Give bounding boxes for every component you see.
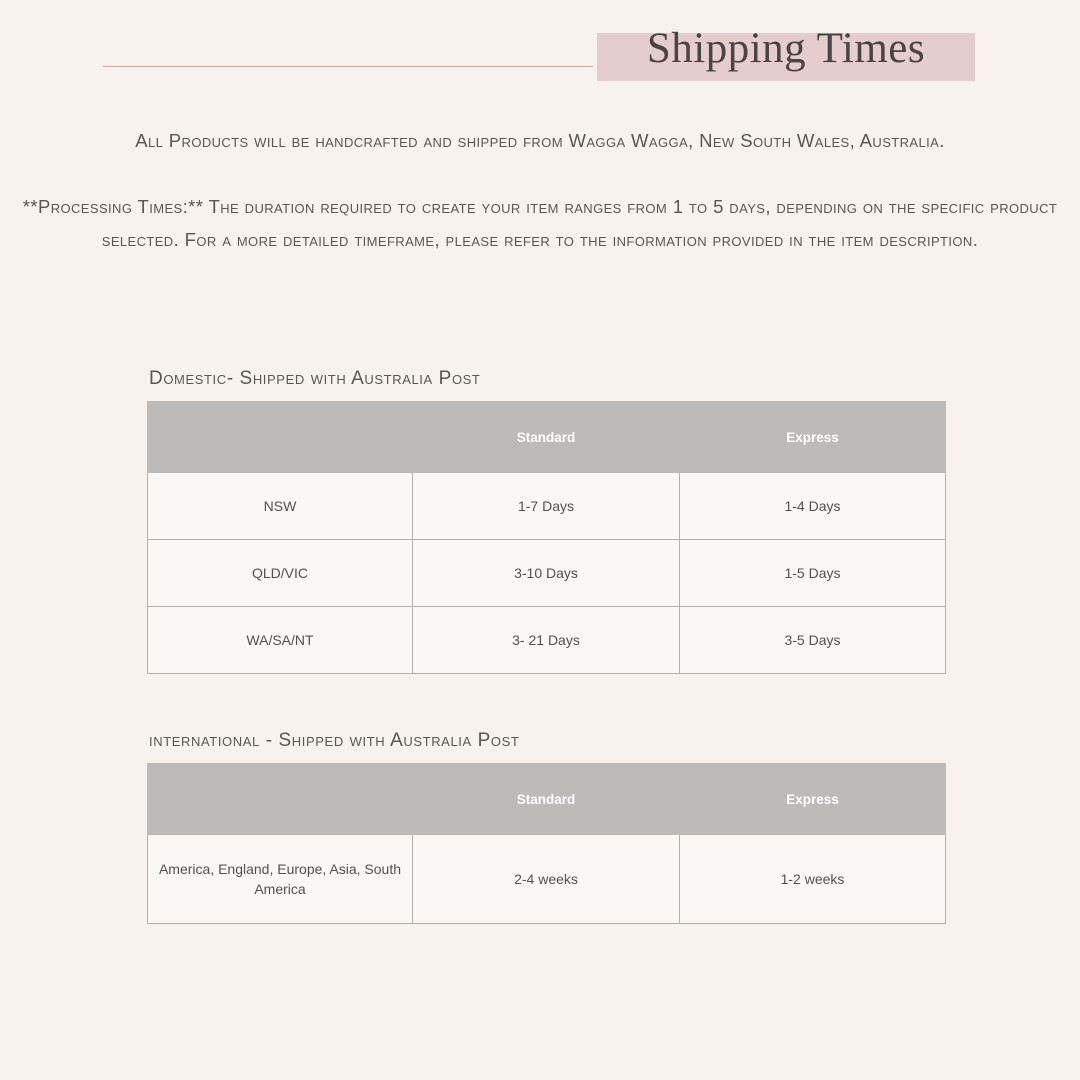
page-header <box>0 0 1080 110</box>
domestic-row-0-express: 1-4 Days <box>680 473 946 540</box>
international-table-head <box>148 764 946 835</box>
international-row-0-standard: 2-4 weeks <box>413 835 680 924</box>
international-header-express: Express <box>680 764 946 835</box>
international-row-0-express: 1-2 weeks <box>680 835 946 924</box>
table-row <box>148 473 946 540</box>
domestic-row-2-region: WA/SA/NT <box>148 607 413 674</box>
table-row <box>148 540 946 607</box>
table-header-row <box>148 764 946 835</box>
international-header-region <box>148 764 413 835</box>
header-divider-rule <box>103 66 593 67</box>
domestic-table-body <box>148 473 946 674</box>
table-spacer <box>147 674 942 730</box>
table-row <box>148 607 946 674</box>
domestic-table-head <box>148 402 946 473</box>
domestic-row-2-express: 3-5 Days <box>680 607 946 674</box>
international-row-0-region: America, England, Europe, Asia, South America <box>148 835 413 924</box>
international-shipping-table <box>147 763 946 924</box>
domestic-header-express: Express <box>680 402 946 473</box>
domestic-row-0-region: NSW <box>148 473 413 540</box>
domestic-row-1-region: QLD/VIC <box>148 540 413 607</box>
domestic-row-1-express: 1-5 Days <box>680 540 946 607</box>
domestic-header-standard: Standard <box>413 402 680 473</box>
domestic-shipping-table <box>147 401 946 674</box>
table-header-row <box>148 402 946 473</box>
domestic-table-heading: Domestic- Shipped with Australia Post <box>149 368 481 389</box>
intro-paragraph-1: All Products will be handcrafted and shipped from Wagga Wagga, New South Wales, Australia. <box>135 130 945 151</box>
domestic-row-0-standard: 1-7 Days <box>413 473 680 540</box>
international-table-body <box>148 835 946 924</box>
international-table-heading: international - Shipped with Australia Post <box>149 730 520 751</box>
table-row <box>148 835 946 924</box>
international-header-standard: Standard <box>413 764 680 835</box>
domestic-row-2-standard: 3- 21 Days <box>413 607 680 674</box>
intro-text-block <box>0 124 1080 256</box>
shipping-tables <box>147 368 942 924</box>
domestic-header-region <box>148 402 413 473</box>
intro-paragraph-2: **Processing Times:** The duration required to create your item ranges from 1 to 5 days, depending on the specific product selected. For a more detailed timeframe, please refer to the information provided in the item description. <box>22 196 1058 250</box>
domestic-row-1-standard: 3-10 Days <box>413 540 680 607</box>
page-title: Shipping Times <box>646 25 926 72</box>
